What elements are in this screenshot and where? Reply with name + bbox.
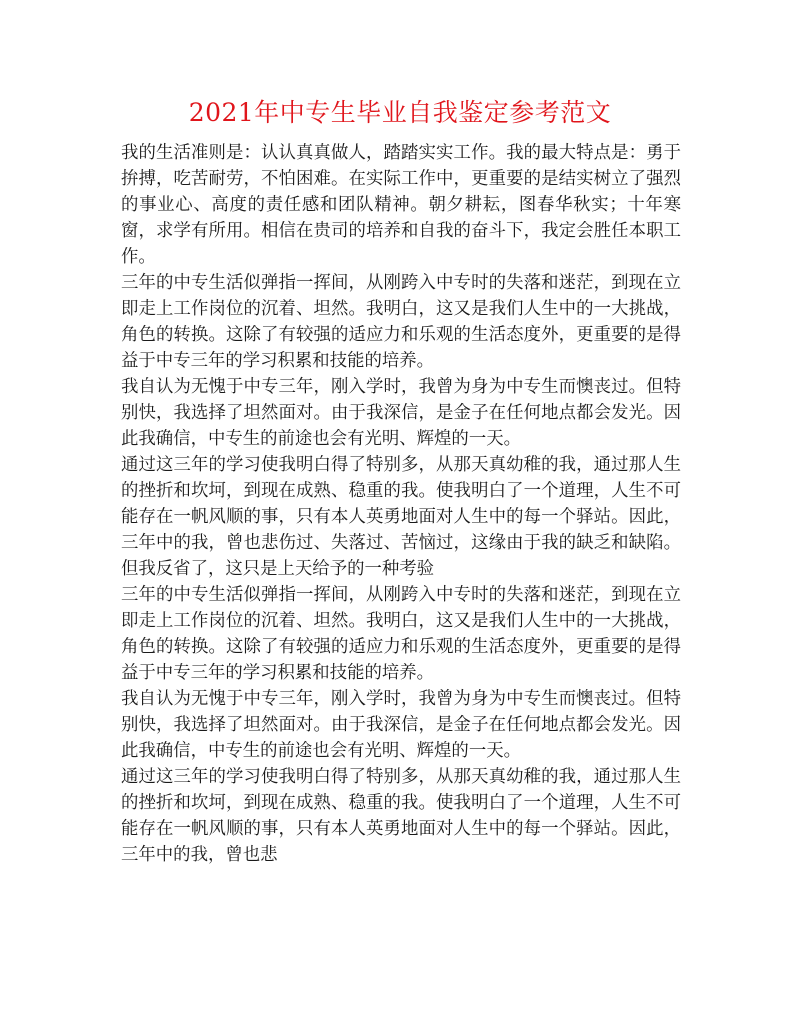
- paragraph: 我的生活准则是：认认真真做人，踏踏实实工作。我的最大特点是：勇于拚搏，吃苦耐劳，不怕困难。在实际工作中，更重要的是结实树立了强烈的事业心、高度的责任感和团队精神。朝夕耕耘，图春华秋实；十年寒窗，求学有所用。相信在贵司的培养和自我的奋斗下，我定会胜任本职工作。: [121, 143, 681, 267]
- paragraph: 我自认为无愧于中专三年，刚入学时，我曾为身为中专生而懊丧过。但特别快，我选择了坦然面对。由于我深信，是金子在任何地点都会发光。因此我确信，中专生的前途也会有光明、辉煌的一天。: [121, 377, 681, 449]
- paragraph: 我自认为无愧于中专三年，刚入学时，我曾为身为中专生而懊丧过。但特别快，我选择了坦然面对。由于我深信，是金子在任何地点都会发光。因此我确信，中专生的前途也会有光明、辉煌的一天。: [121, 689, 681, 761]
- paragraph: 通过这三年的学习使我明白得了特别多，从那天真幼稚的我，通过那人生的挫折和坎坷，到现在成熟、稳重的我。使我明白了一个道理，人生不可能存在一帆风顺的事，只有本人英勇地面对人生中的每一个驿站。因此，三年中的我，曾也悲伤过、失落过、苦恼过，这缘由于我的缺乏和缺陷。但我反省了，这只是上天给予的一种考验: [121, 455, 681, 579]
- paragraph: 三年的中专生活似弹指一挥间，从刚跨入中专时的失落和迷茫，到现在立即走上工作岗位的沉着、坦然。我明白，这又是我们人生中的一大挑战，角色的转换。这除了有较强的适应力和乐观的生活态度外，更重要的是得益于中专三年的学习积累和技能的培养。: [121, 585, 681, 683]
- document-title: 2021年中专生毕业自我鉴定参考范文: [188, 98, 612, 127]
- paragraph: 三年的中专生活似弹指一挥间，从刚跨入中专时的失落和迷茫，到现在立即走上工作岗位的沉着、坦然。我明白，这又是我们人生中的一大挑战，角色的转换。这除了有较强的适应力和乐观的生活态度外，更重要的是得益于中专三年的学习积累和技能的培养。: [121, 273, 681, 371]
- document-body: [121, 140, 681, 868]
- paragraph: 通过这三年的学习使我明白得了特别多，从那天真幼稚的我，通过那人生的挫折和坎坷，到现在成熟、稳重的我。使我明白了一个道理，人生不可能存在一帆风顺的事，只有本人英勇地面对人生中的每一个驿站。因此，三年中的我，曾也悲: [121, 767, 681, 865]
